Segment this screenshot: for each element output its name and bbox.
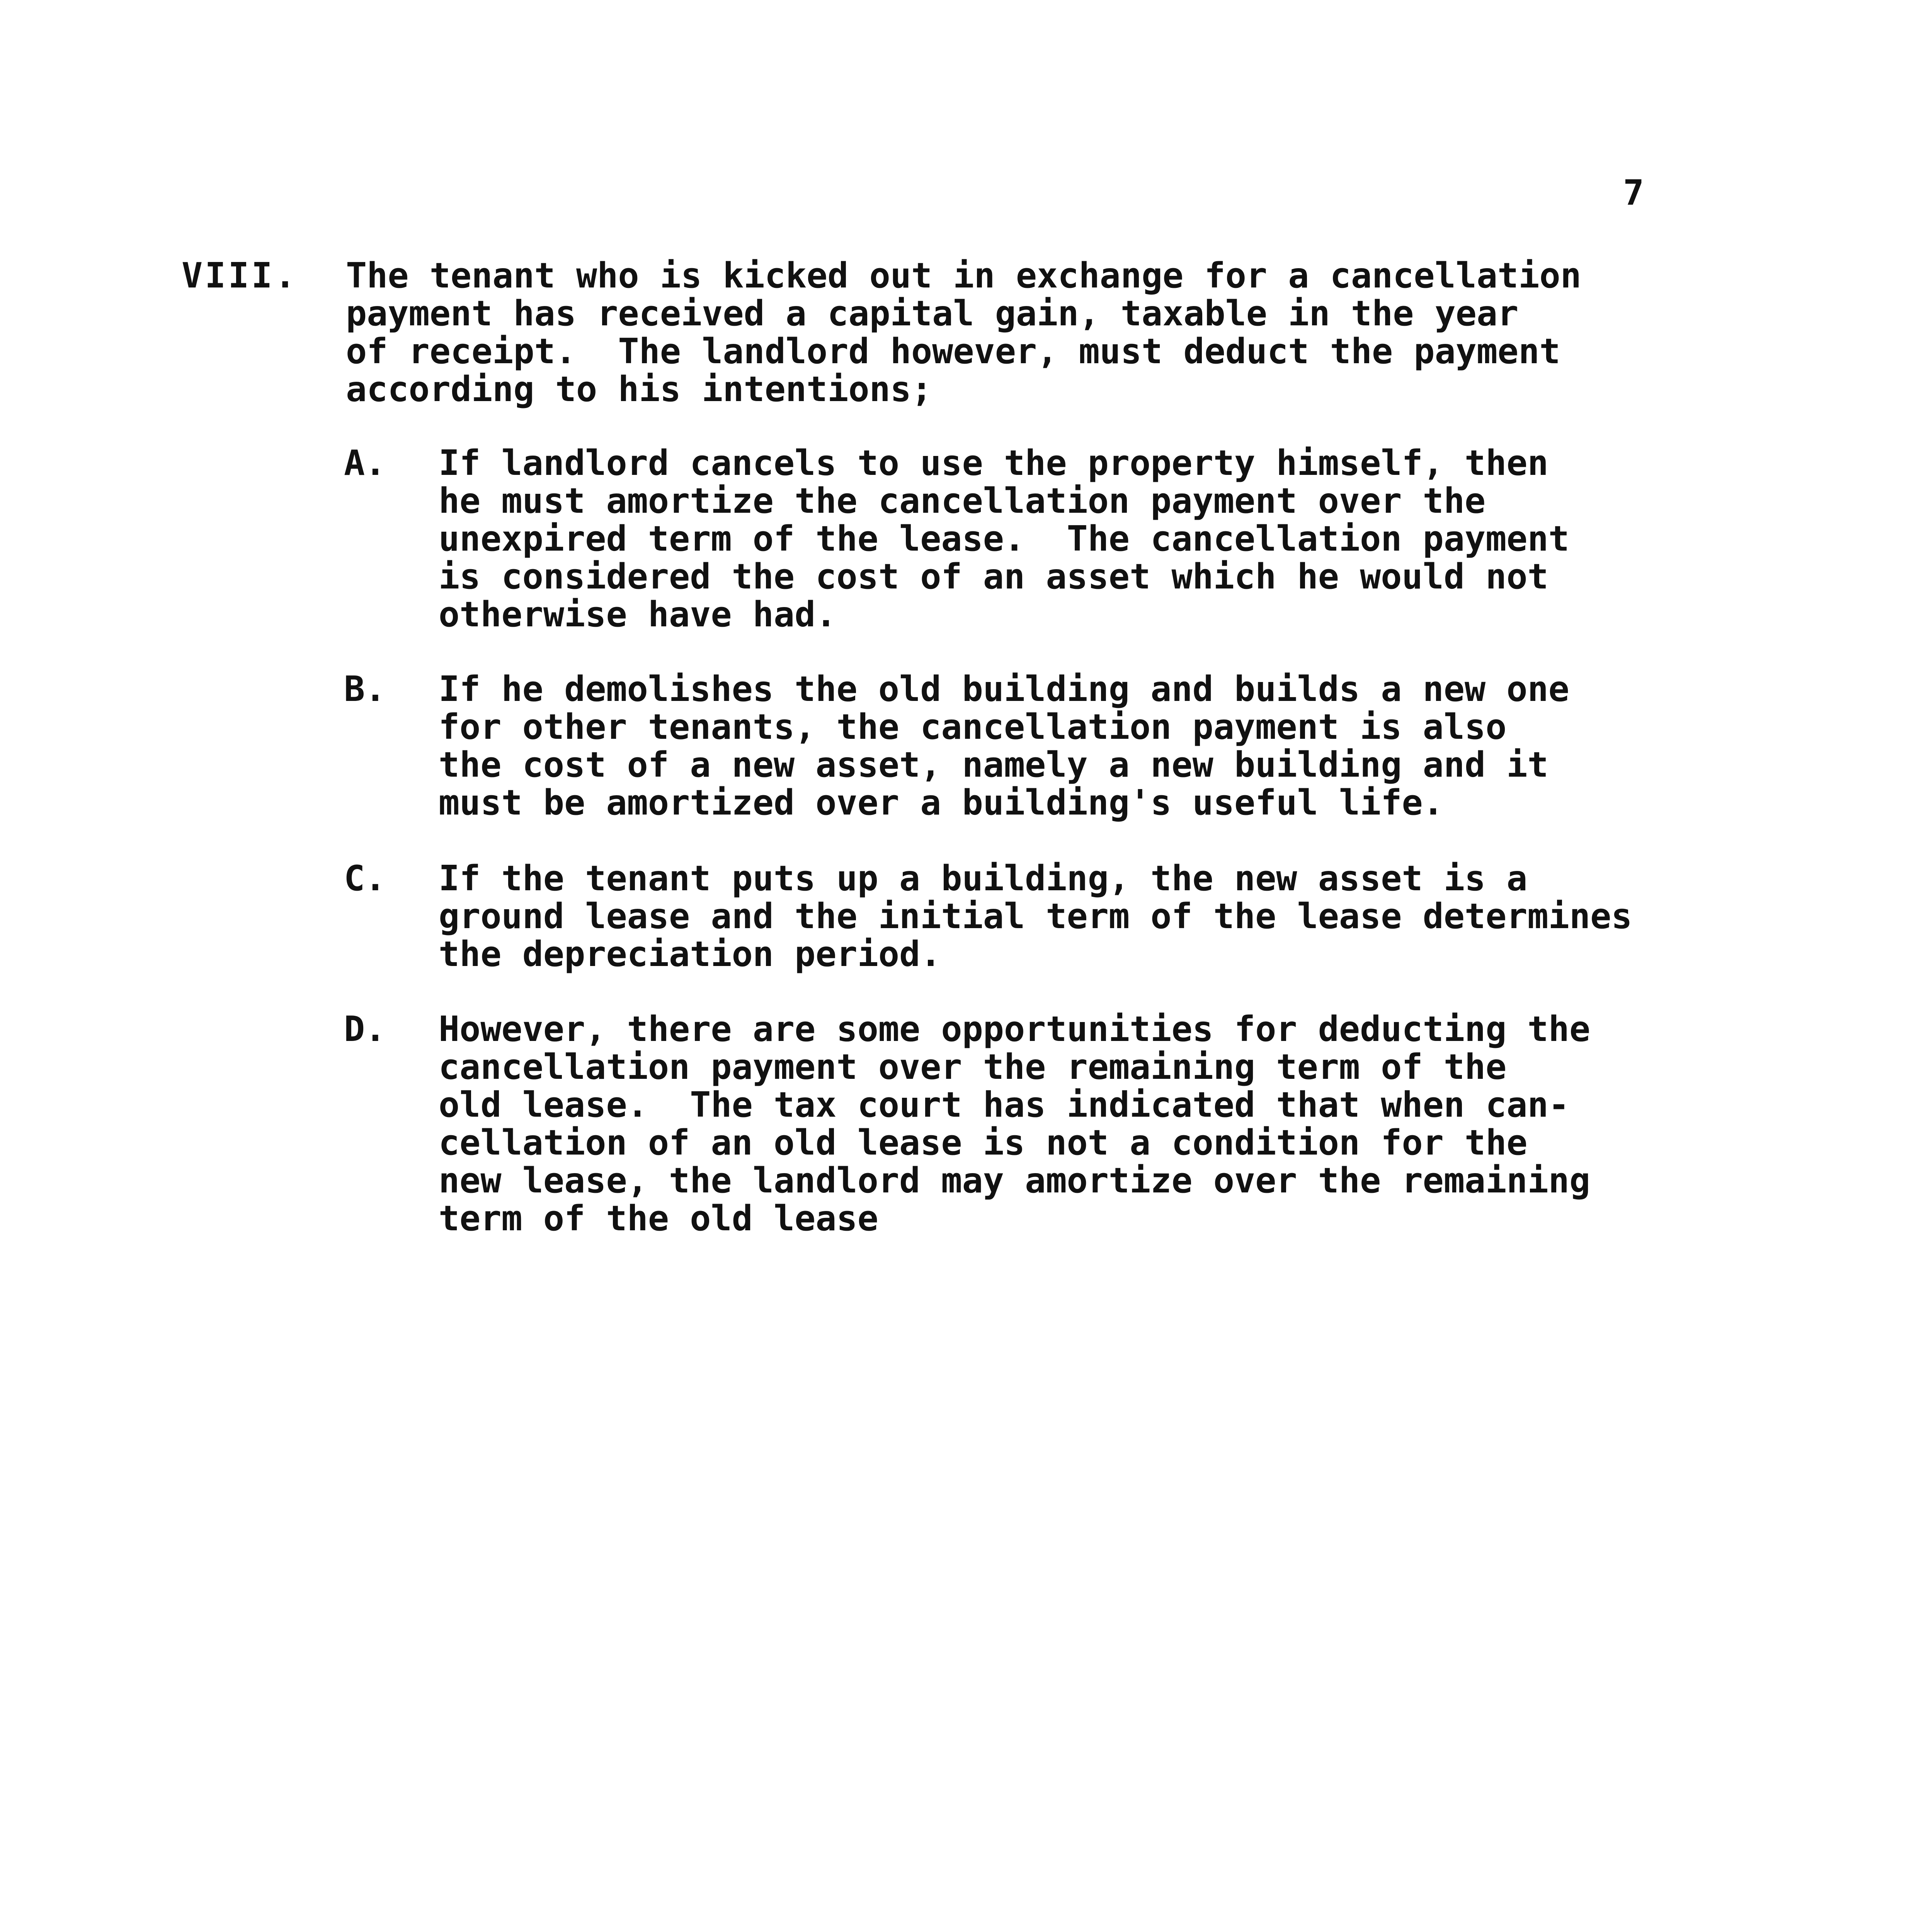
item-line: he must amortize the cancellation payment over the — [439, 481, 1486, 521]
item-line: is considered the cost of an asset which he would not — [439, 556, 1548, 597]
page-number: 7 — [1623, 173, 1644, 213]
item-label: B. — [344, 669, 386, 709]
section-line: according to his intentions; — [346, 369, 932, 410]
section-line: The tenant who is kicked out in exchange for a cancellation — [346, 255, 1581, 296]
item-line: cancellation payment over the remaining term of the — [439, 1047, 1507, 1087]
item-paragraph — [439, 444, 1868, 634]
item-line: If he demolishes the old building and builds a new one — [439, 669, 1569, 709]
section-line: payment has received a capital gain, taxable in the year — [346, 293, 1519, 334]
item-line: old lease. The tax court has indicated that when can- — [439, 1085, 1569, 1125]
item-label: C. — [344, 858, 386, 899]
item-label: D. — [344, 1009, 386, 1049]
item-paragraph — [439, 670, 1868, 822]
item-paragraph — [439, 1010, 1868, 1238]
item-line: If the tenant puts up a building, the new asset is a — [439, 858, 1528, 899]
item-line: cellation of an old lease is not a condition for the — [439, 1122, 1528, 1163]
item-line: term of the old lease — [439, 1198, 878, 1239]
item-line: the cost of a new asset, namely a new building and it — [439, 745, 1548, 785]
item-line: must be amortized over a building's useful life. — [439, 782, 1444, 823]
item-label: A. — [344, 443, 386, 483]
item-line: the depreciation period. — [439, 934, 941, 975]
section-line: of receipt. The landlord however, must deduct the payment — [346, 331, 1560, 372]
item-line: unexpired term of the lease. The cancellation payment — [439, 519, 1569, 559]
item-line: However, there are some opportunities for deducting the — [439, 1009, 1591, 1049]
section-paragraph — [346, 257, 1795, 408]
item-line: new lease, the landlord may amortize over the remaining — [439, 1160, 1591, 1201]
item-paragraph — [439, 860, 1868, 973]
item-line: ground lease and the initial term of the lease determines — [439, 896, 1632, 937]
section-numeral: VIII. — [182, 255, 298, 296]
item-line: otherwise have had. — [439, 594, 837, 635]
item-line: If landlord cancels to use the property himself, then — [439, 443, 1548, 483]
item-line: for other tenants, the cancellation payment is also — [439, 707, 1507, 747]
